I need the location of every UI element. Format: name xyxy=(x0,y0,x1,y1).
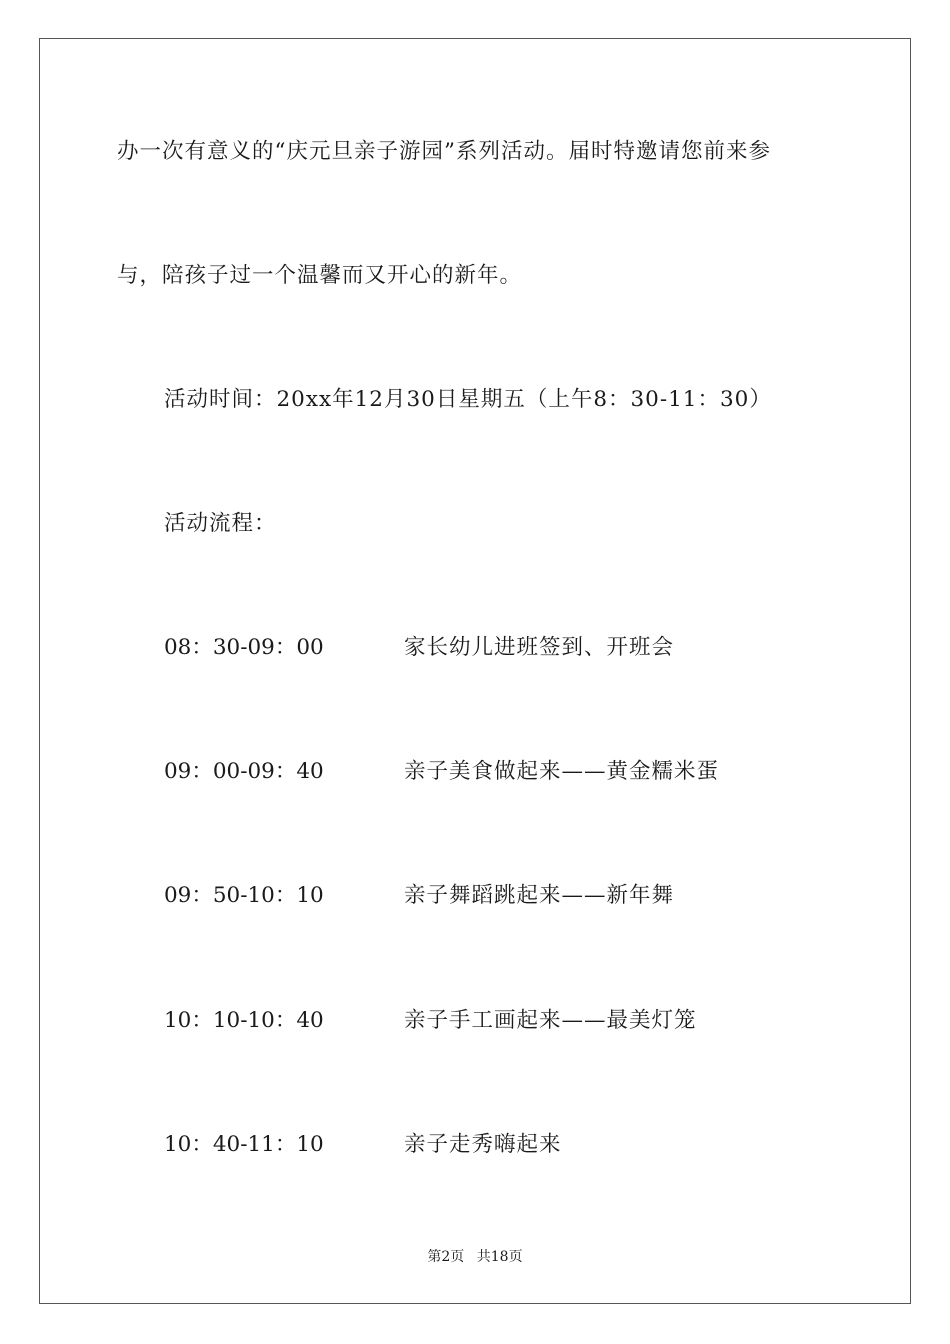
schedule-description: 家长幼儿进班签到、开班会 xyxy=(404,635,675,660)
schedule-description: 亲子手工画起来——最美灯笼 xyxy=(404,1008,697,1033)
activity-flow-heading: 活动流程： xyxy=(164,511,277,536)
schedule-description: 亲子美食做起来——黄金糯米蛋 xyxy=(404,759,720,784)
schedule-description: 亲子走秀嗨起来 xyxy=(404,1132,562,1157)
schedule-time: 08：30-09：00 xyxy=(164,635,324,660)
paragraph-line-1: 办一次有意义的“庆元旦亲子游园”系列活动。届时特邀请您前来参 xyxy=(117,139,771,164)
page-number: 第2页 xyxy=(427,1249,465,1265)
paragraph-line-2: 与，陪孩子过一个温馨而又开心的新年。 xyxy=(117,263,523,288)
schedule-time: 09：00-09：40 xyxy=(164,759,324,784)
schedule-description: 亲子舞蹈跳起来——新年舞 xyxy=(404,883,675,908)
activity-time: 活动时间：20xx年12月30日星期五（上午8：30-11：30） xyxy=(164,387,772,412)
page-border xyxy=(39,38,911,1304)
total-pages: 共18页 xyxy=(476,1249,523,1265)
schedule-time: 10：10-10：40 xyxy=(164,1008,324,1033)
schedule-time: 10：40-11：10 xyxy=(164,1132,324,1157)
schedule-time: 09：50-10：10 xyxy=(164,883,324,908)
page-footer xyxy=(0,1247,950,1267)
